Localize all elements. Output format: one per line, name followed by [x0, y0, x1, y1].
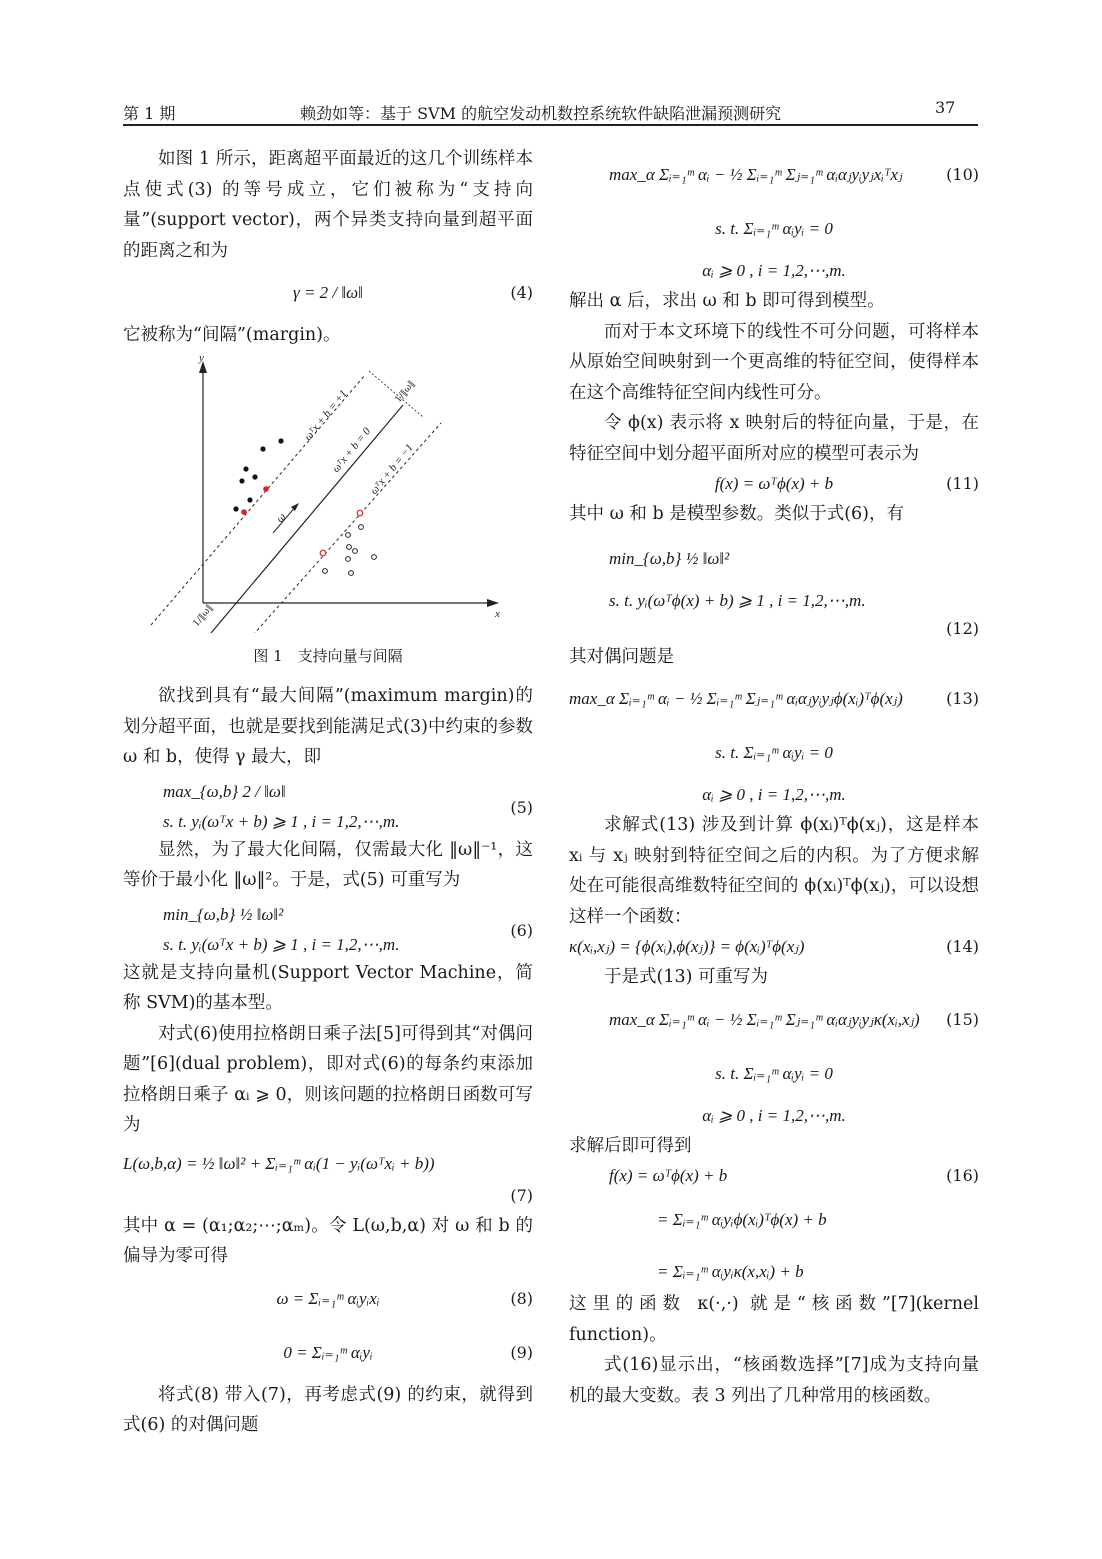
- x-axis-label: x: [495, 607, 500, 620]
- paragraph: 将式(8) 带入(7)，再考虑式(9) 的约束，就得到式(6) 的对偶问题: [123, 1384, 533, 1435]
- equation-6: [123, 896, 533, 958]
- equation-line-2: = Σᵢ₌₁ᵐ αᵢyᵢϕ(xᵢ)ᵀϕ(x) + b: [657, 1210, 827, 1229]
- equation-bounds: αᵢ ⩾ 0 , i = 1,2,⋯,m.: [702, 1105, 846, 1125]
- equation-body: κ(xᵢ,xⱼ) = {ϕ(xᵢ),ϕ(xⱼ)} = ϕ(xᵢ)ᵀϕ(xⱼ): [569, 937, 805, 956]
- normal-vector-label: ω: [274, 511, 289, 525]
- equation-9: [123, 1326, 533, 1380]
- equation-body: max_α Σᵢ₌₁ᵐ αᵢ − ½ Σᵢ₌₁ᵐ Σⱼ₌₁ᵐ αᵢαⱼyᵢyⱼϕ(xᵢ)ᵀϕ(xⱼ): [569, 689, 903, 708]
- equation-bounds: αᵢ ⩾ 0 , i = 1,2,⋯,m.: [702, 261, 846, 280]
- equation-line-3: = Σᵢ₌₁ᵐ αᵢyᵢκ(x,xᵢ) + b: [657, 1262, 804, 1281]
- equation-number: (4): [510, 283, 533, 302]
- equation-constraint: s. t. Σᵢ₌₁ᵐ αᵢyᵢ = 0: [715, 1063, 833, 1083]
- equation-16: [569, 1161, 979, 1289]
- equation-number: (16): [946, 1166, 979, 1185]
- equation-14: [569, 932, 979, 962]
- paragraph: 这里的函数 κ(·,·) 就是“核函数”[7](kernel function)。: [569, 1294, 979, 1345]
- header-page-number: 37: [935, 98, 956, 117]
- equation-number: (9): [510, 1342, 533, 1362]
- equation-4: [123, 266, 533, 320]
- figure-caption: 图 1 支持向量与间隔: [253, 646, 403, 665]
- paragraph: 它被称为“间隔”(margin)。: [123, 325, 341, 345]
- equation-number: (7): [510, 1185, 533, 1205]
- equation-7: [123, 1141, 533, 1211]
- equation-body: 0 = Σᵢ₌₁ᵐ αᵢyᵢ: [283, 1342, 373, 1362]
- equation-13-bounds: [569, 780, 979, 810]
- paragraph: 其中 ω 和 b 是模型参数。类似于式(6)，有: [569, 504, 905, 524]
- equation-15: [569, 993, 979, 1047]
- equation-body: min_{ω,b} ½ ‖ω‖²: [609, 548, 730, 568]
- equation-12: [569, 530, 979, 642]
- paragraph: 于是式(13) 可重写为: [604, 967, 768, 987]
- equation-11: [569, 469, 979, 499]
- equation-number: (5): [510, 797, 533, 817]
- paragraph: 对式(6)使用拉格朗日乘子法[5]可得到其“对偶问题”[6](dual problem)，即对式(6)的每条约束添加拉格朗日乘子 αᵢ ⩾ 0，则该问题的拉格朗日函数可写为: [123, 1023, 533, 1135]
- equation-number: (15): [946, 1009, 979, 1029]
- equation-number: (10): [946, 165, 979, 184]
- paragraph: 令 ϕ(x) 表示将 x 映射后的特征向量，于是，在特征空间中划分超平面所对应的模型可表示为: [569, 413, 979, 464]
- equation-number: (11): [946, 474, 979, 493]
- header-title: 赖劲如等：基于 SVM 的航空发动机数控系统软件缺陷泄漏预测研究: [300, 104, 782, 123]
- equation-10: [569, 148, 979, 202]
- equation-constraint: s. t. yᵢ(ωᵀϕ(x) + b) ⩾ 1 , i = 1,2,⋯,m.: [609, 590, 866, 610]
- equation-body: L(ω,b,α) = ½ ‖ω‖² + Σᵢ₌₁ᵐ αᵢ(1 − yᵢ(ωᵀxᵢ + b)): [123, 1153, 435, 1173]
- equation-constraint: s. t. yᵢ(ωᵀx + b) ⩾ 1 , i = 1,2,⋯,m.: [163, 811, 400, 831]
- equation-5: [123, 773, 533, 835]
- equation-10-constraint: [569, 202, 979, 256]
- line-label-positive: ωᵀx + b = +1: [302, 387, 350, 443]
- equation-number: (13): [946, 689, 979, 708]
- equation-body: min_{ω,b} ½ ‖ω‖²: [163, 904, 284, 924]
- margin-label: 1/‖ω‖: [393, 378, 418, 405]
- margin-label-bottom: 1/‖ω‖: [191, 602, 216, 629]
- header-issue: 第 1 期: [123, 104, 176, 123]
- paragraph: 求解后即可得到: [569, 1135, 692, 1156]
- equation-10-bounds: [569, 256, 979, 286]
- header-rule: [123, 124, 978, 126]
- equation-body: γ = 2 / ‖ω‖: [293, 283, 363, 302]
- equation-body: max_{ω,b} 2 / ‖ω‖: [163, 781, 286, 801]
- equation-body: ω = Σᵢ₌₁ᵐ αᵢyᵢxᵢ: [276, 1288, 380, 1308]
- equation-constraint: s. t. yᵢ(ωᵀx + b) ⩾ 1 , i = 1,2,⋯,m.: [163, 934, 400, 954]
- equation-15-bounds: [569, 1101, 979, 1131]
- paragraph: 式(16)显示出，“核函数选择”[7]成为支持向量机的最大变数。表 3 列出了几种常用的核函数。: [569, 1355, 979, 1406]
- paragraph: 解出 α 后，求出 ω 和 b 即可得到模型。: [569, 291, 885, 311]
- equation-line-1: f(x) = ωᵀϕ(x) + b: [609, 1166, 728, 1185]
- equation-body: max_α Σᵢ₌₁ᵐ αᵢ − ½ Σᵢ₌₁ᵐ Σⱼ₌₁ᵐ αᵢαⱼyᵢyⱼxᵢᵀxⱼ: [609, 165, 903, 184]
- equation-number: (8): [510, 1288, 533, 1308]
- paragraph: 其中 α = (α₁;α₂;⋯;αₘ)。令 L(ω,b,α) 对 ω 和 b 的偏导为零可得: [123, 1215, 533, 1266]
- paragraph: 显然，为了最大化间隔，仅需最大化 ‖ω‖⁻¹，这等价于最小化 ‖ω‖²。于是，式(5) 可重写为: [123, 839, 533, 890]
- paragraph: 如图 1 所示，距离超平面最近的这几个训练样本点使式(3) 的等号成立，它们被称为“支持向量”(support vector)，两个异类支持向量到超平面的距离之和为: [123, 149, 533, 261]
- equation-13-constraint: [569, 726, 979, 780]
- equation-number: (12): [946, 618, 979, 638]
- equation-constraint: s. t. Σᵢ₌₁ᵐ αᵢyᵢ = 0: [715, 743, 833, 762]
- paragraph: 欲找到具有“最大间隔”(maximum margin)的划分超平面，也就是要找到能满足式(3)中约束的参数 ω 和 b，使得 γ 最大，即: [123, 686, 533, 767]
- paragraph: 而对于本文环境下的线性不可分问题，可将样本从原始空间映射到一个更高维的特征空间，使得样本在这个高维特征空间内线性可分。: [569, 321, 979, 403]
- right-column: [569, 148, 979, 1411]
- line-label-zero: ωᵀx + b = 0: [330, 425, 374, 475]
- equation-body: f(x) = ωᵀϕ(x) + b: [714, 474, 834, 493]
- equation-bounds: αᵢ ⩾ 0 , i = 1,2,⋯,m.: [702, 785, 846, 804]
- left-column: [123, 144, 533, 1441]
- equation-constraint: s. t. Σᵢ₌₁ᵐ αᵢyᵢ = 0: [715, 219, 833, 238]
- equation-number: (14): [946, 937, 979, 956]
- paragraph: 其对偶问题是: [569, 646, 674, 667]
- equation-8: [123, 1272, 533, 1326]
- equation-15-constraint: [569, 1047, 979, 1101]
- equation-number: (6): [510, 920, 533, 940]
- equation-body: max_α Σᵢ₌₁ᵐ αᵢ − ½ Σᵢ₌₁ᵐ Σⱼ₌₁ᵐ αᵢαⱼyᵢyⱼκ(xᵢ,xⱼ): [609, 1009, 920, 1029]
- line-label-negative: ωᵀx + b = −1: [368, 441, 416, 497]
- paragraph: 求解式(13) 涉及到计算 ϕ(xᵢ)ᵀϕ(xⱼ)，这是样本 xᵢ 与 xⱼ 映射到特征空间之后的内积。为了方便求解处在可能很高维数特征空间的 ϕ(xᵢ)ᵀϕ(xⱼ)，可以设想这样一个函数：: [569, 815, 979, 927]
- equation-13: [569, 672, 979, 726]
- y-axis-label: y: [199, 352, 204, 364]
- figure-1-svm-diagram: [123, 353, 533, 633]
- paragraph: 这就是支持向量机(Support Vector Machine，简称 SVM)的基本型。: [123, 962, 533, 1013]
